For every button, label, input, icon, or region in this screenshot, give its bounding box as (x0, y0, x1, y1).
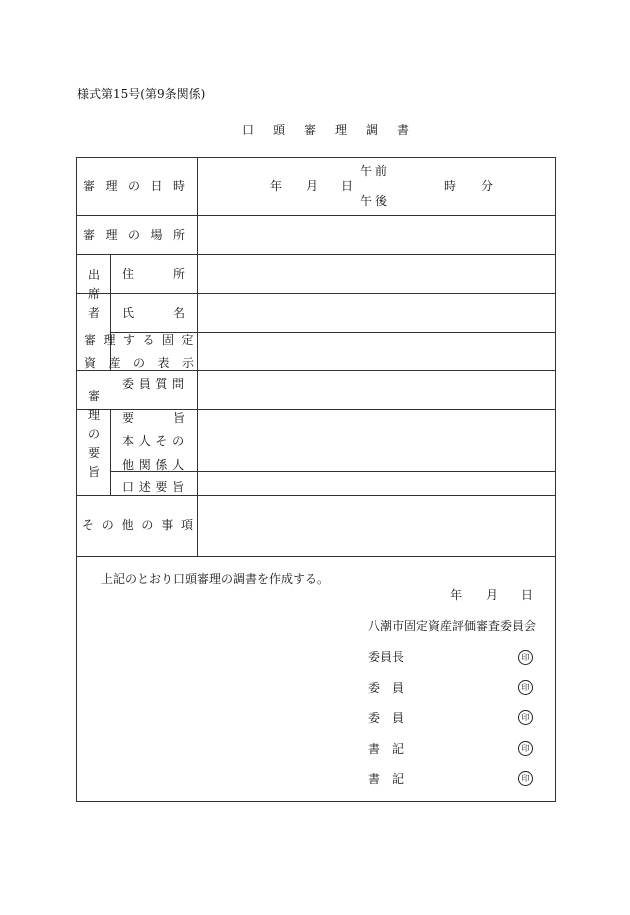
row-divider (77, 556, 555, 557)
statement-line1: 本人その (122, 434, 189, 448)
footer-year-label: 年 (450, 588, 463, 602)
seal-icon: 印 (518, 710, 533, 725)
row-divider (77, 495, 555, 496)
place-label: 審理の場所 (83, 228, 196, 242)
signer-clerk: 書 記 (368, 742, 405, 756)
seal-icon: 印 (518, 680, 533, 695)
hour-label: 時 (444, 179, 457, 193)
signer-chairperson: 委員長 (368, 650, 405, 664)
committee-name: 八潮市固定資産評価審査委員会 (368, 619, 537, 633)
column-divider (110, 409, 111, 495)
name-label: 氏名 (122, 306, 225, 320)
form-number: 様式第15号(第9条関係) (77, 87, 206, 101)
seal-icon: 印 (518, 741, 533, 756)
day-label: 日 (341, 179, 354, 193)
datetime-label: 審理の日時 (83, 179, 196, 193)
statement-line3: 口述要旨 (122, 480, 189, 494)
attendee-label: 出席者 (88, 268, 101, 320)
footer-month-label: 月 (486, 588, 499, 602)
property-label-line2: 資産の表示 (84, 356, 207, 370)
seal-icon: 印 (518, 650, 533, 665)
pm-label: 午後 (360, 194, 391, 208)
footer-statement: 上記のとおり口頭審理の調書を作成する。 (101, 572, 330, 586)
signer-member: 委 員 (368, 711, 405, 725)
document-title: 口頭審理調書 (241, 123, 428, 137)
property-label-line1: 審理する固定 (84, 333, 202, 347)
signer-clerk: 書 記 (368, 772, 405, 786)
month-label: 月 (306, 179, 319, 193)
minute-label: 分 (481, 179, 494, 193)
statement-line2: 他関係人 (122, 458, 189, 472)
year-label: 年 (270, 179, 283, 193)
committee-question-line1: 委員質問 (122, 377, 189, 391)
footer-day-label: 日 (521, 588, 534, 602)
column-divider (110, 254, 111, 370)
row-divider (77, 293, 555, 294)
row-divider (77, 215, 555, 216)
summary-label: 審理の要旨 (88, 389, 101, 479)
am-label: 午前 (360, 164, 391, 178)
row-divider (77, 370, 555, 371)
seal-icon: 印 (518, 771, 533, 786)
address-label: 住所 (122, 267, 225, 281)
committee-question-line2: 要旨 (122, 411, 225, 425)
row-divider (77, 254, 555, 255)
signer-member: 委 員 (368, 681, 405, 695)
other-label: その他の事項 (82, 518, 201, 532)
row-divider (77, 409, 555, 410)
